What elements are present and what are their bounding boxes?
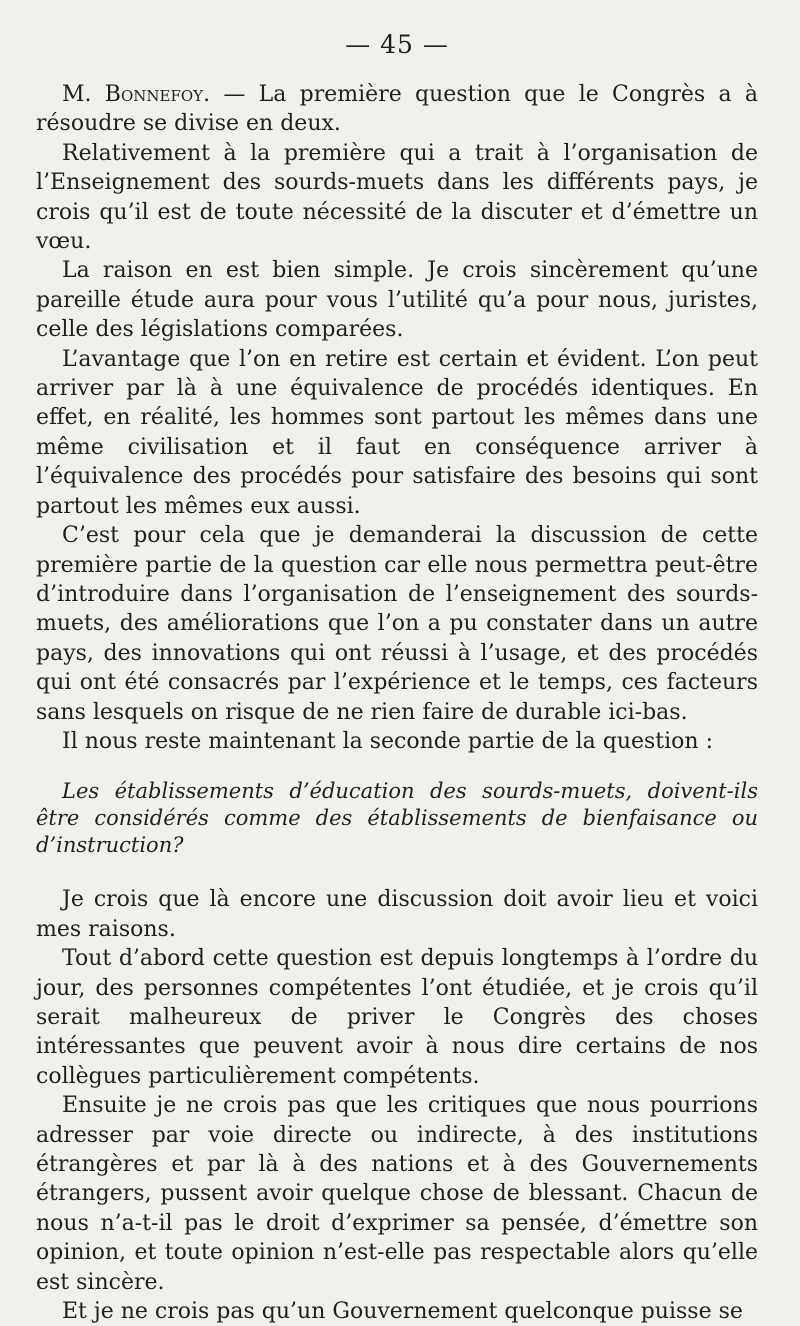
paragraph-10: Et je ne crois pas qu’un Gouvernement quelconque puisse se	[62, 1299, 743, 1325]
paragraph-7: Je crois que là encore une discussion doit avoir lieu et voici mes raisons.	[36, 887, 758, 942]
page-number: — 45 —	[345, 30, 449, 59]
paragraph-8: Tout d’abord cette question est depuis longtemps à l’ordre du jour, des personnes compétentes l’ont étudiée, et je crois qu’il serait malheureux de priver le Congrès des choses intéressantes que peuvent avoir à nous dire certains de nos collègues particulièrement compétents.	[36, 946, 758, 1089]
paragraph-3: La raison en est bien simple. Je crois sincèrement qu’une pareille étude aura pour vous l’utilité qu’a pour nous, juristes, celle des législations comparées.	[36, 258, 758, 343]
paragraph-9: Ensuite je ne crois pas que les critiques que nous pourrions adresser par voie directe ou indirecte, à des institutions étrangères et par là à des nations et à des Gouvernements étrangers, pussent avoir quelque chose de blessant. Chacun de nous n’a-t-il pas le droit d’exprimer sa pensée, d’émettre son opinion, et toute opinion n’est-elle pas respectable alors qu’elle est sincère.	[36, 1093, 758, 1295]
question-quote: Les établissements d’éducation des sourds-muets, doivent-ils être considérés comme des établissements de bienfaisance ou d’instruction?	[36, 779, 758, 858]
paragraph-2: Relativement à la première qui a trait à l’organisation de l’Enseignement des sourds-muets dans les différents pays, je crois qu’il est de toute nécessité de la discuter et d’émettre un vœu.	[36, 140, 758, 255]
paragraph-1-text: — La première question que le Congrès a à résoudre se divise en deux.	[36, 82, 759, 137]
paragraph-6: Il nous reste maintenant la seconde partie de la question :	[62, 728, 713, 754]
paragraph-5: C’est pour cela que je demanderai la discussion de cette première partie de la question car elle nous permettra peut-être d’introduire dans l’organisation de l’enseignement des sourds-muets, des améliorations que l’on a pu constater dans un autre pays, des innovations qui ont réussi à l’usage, et des procédés qui ont été consacrés par l’expérience et le temps, ces facteurs sans lesquels on risque de ne rien faire de durable ici-bas.	[36, 523, 758, 725]
paragraph-4: L’avantage que l’on en retire est certain et évident. L’on peut arriver par là à une équivalence de procédés identiques. En effet, en réalité, les hommes sont partout les mêmes dans une même civilisation et il faut en conséquence arriver à l’équivalence des procédés pour satisfaire des besoins qui sont partout les mêmes eux aussi.	[36, 346, 758, 519]
speaker-name: M. Bonnefoy.	[62, 82, 211, 107]
paragraph-1	[36, 80, 758, 139]
